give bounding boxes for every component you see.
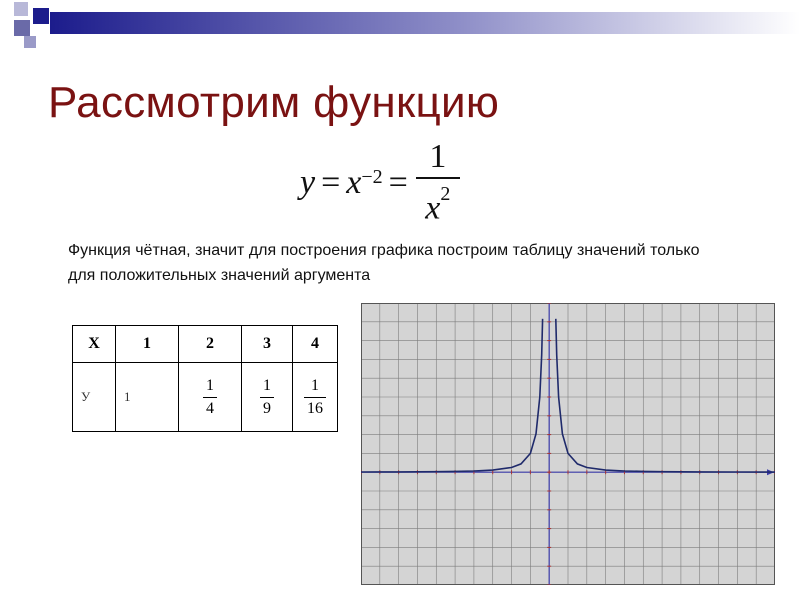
decor-square — [14, 20, 30, 36]
cell-fraction-den: 9 — [263, 399, 271, 417]
slide-header-decoration — [0, 0, 800, 50]
table-header-cell: 3 — [242, 326, 293, 363]
table-header-cell: 1 — [116, 326, 179, 363]
formula-equals: = — [388, 164, 408, 201]
formula-equals: = — [321, 164, 341, 201]
cell-fraction — [203, 377, 217, 418]
decor-square — [24, 36, 36, 48]
formula-y: y — [300, 164, 316, 201]
formula-exponent: −2 — [361, 165, 383, 188]
table-header-cell: 2 — [179, 326, 242, 363]
decor-square — [33, 8, 49, 24]
table-cell — [179, 363, 242, 432]
cell-fraction-bar — [304, 397, 326, 398]
cell-fraction-num: 1 — [206, 376, 214, 394]
formula-fraction — [416, 137, 460, 229]
formula-x: x — [346, 164, 362, 201]
cell-fraction-bar — [260, 397, 274, 398]
function-formula — [300, 138, 460, 228]
table-row — [73, 363, 338, 432]
decor-square — [14, 2, 28, 16]
cell-fraction-den: 4 — [206, 399, 214, 417]
cell-fraction-num: 1 — [263, 376, 271, 394]
table-cell — [242, 363, 293, 432]
table-header-cell: X — [73, 326, 116, 363]
table-cell — [293, 363, 338, 432]
values-table — [72, 325, 338, 432]
table-cell: 1 — [116, 363, 179, 432]
function-graph — [361, 303, 775, 585]
slide-title: Рассмотрим функцию — [48, 78, 500, 127]
table-row-label: У — [73, 363, 116, 432]
cell-fraction-bar — [203, 397, 217, 398]
cell-fraction — [304, 377, 326, 418]
fraction-numerator: 1 — [429, 137, 447, 175]
description-text: Функция чётная, значит для построения графика построим таблицу значений только для положительных значений аргумента — [68, 242, 700, 284]
header-gradient-band — [50, 12, 800, 34]
denominator-x: x — [425, 189, 441, 227]
cell-fraction — [260, 377, 274, 418]
cell-fraction-num: 1 — [311, 376, 319, 394]
fraction-denominator — [421, 179, 454, 229]
table-row — [73, 326, 338, 363]
table-header-cell: 4 — [293, 326, 338, 363]
denominator-exponent: 2 — [440, 182, 451, 205]
cell-fraction-den: 16 — [307, 399, 323, 417]
